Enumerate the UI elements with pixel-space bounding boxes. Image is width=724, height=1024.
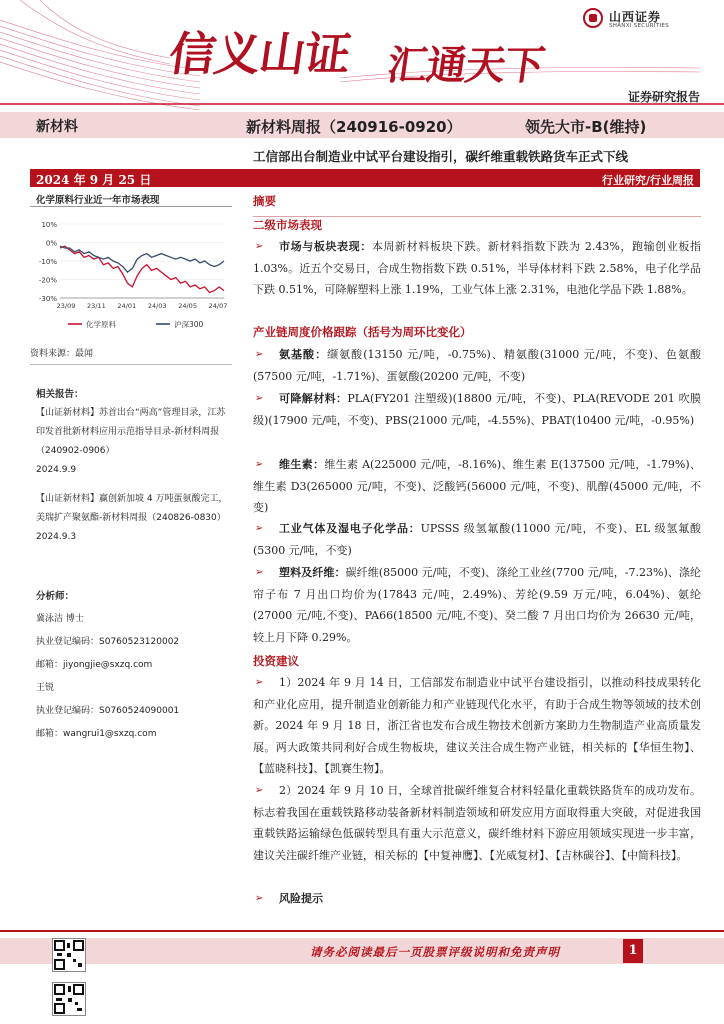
abstract-title: 摘要 <box>253 194 276 208</box>
chain-bullet-degradable <box>253 388 701 431</box>
chain-bullet-gas <box>253 518 701 561</box>
arrow-bullet-icon: ➢ <box>255 459 264 470</box>
report-type: 证券研究报告 <box>627 90 700 104</box>
related-report-title[interactable]: 【山证新材料】赢创新加坡 4 万吨蛋氨酸完工，美瑞扩产聚氨酯-新材料周报（240826-0830） <box>36 494 228 523</box>
x-tick-label: 24/01 <box>117 302 137 310</box>
report-name: 新材料周报（240916-0920） <box>246 118 462 136</box>
slogan-part2: 汇通天下 <box>384 42 547 89</box>
x-tick-label: 24/05 <box>178 302 197 310</box>
analyst-name: 冀泳洁 博士 <box>36 614 84 624</box>
analyst-email[interactable]: 邮箱：jiyongjie@sxzq.com <box>36 660 153 670</box>
arrow-bullet-icon: ➢ <box>255 241 264 252</box>
company-logo <box>583 8 703 34</box>
header-banner <box>0 0 724 112</box>
industry-name: 新材料 <box>36 119 78 135</box>
headline: 工信部出台制造业中试平台建设指引，碳纤维重载铁路货车正式下线 <box>253 149 629 164</box>
arrow-bullet-icon: ➢ <box>255 523 264 534</box>
y-tick-label: -20% <box>38 276 57 285</box>
bullet-text: 2）2024 年 9 月 10 日，全球首批碳纤维复合材料轻量化重载铁路货车的成功发布。标志着我国在重载铁路移动装备新材料制造领域和研发应用方面取得重大突破，对促进我国重载铁路运输绿色低碳转型具有重大示范意义，碳纤维材料下游应用领域实现进一步丰富，建议关注碳纤维产业链，相关标的【中复神鹰】、【光威复材】、【吉林碳谷】、【中简科技】。 <box>253 784 701 862</box>
qr-code-icon <box>52 982 86 1016</box>
legend-label: 沪深300 <box>174 320 204 329</box>
x-tick-label: 23/09 <box>56 302 76 310</box>
analyst-license: 执业登记编码：S0760524090001 <box>36 706 180 716</box>
page-number: 1 <box>623 939 643 963</box>
related-report-date: 2024.9.9 <box>36 465 77 475</box>
arrow-bullet-icon: ➢ <box>255 567 264 578</box>
y-tick-label: 10% <box>41 221 57 229</box>
divider <box>30 364 232 365</box>
analyst-name: 王锐 <box>36 683 55 693</box>
invest-title: 投资建议 <box>253 654 299 668</box>
bullet-text: PLA(FY201 注塑级)(18800 元/吨，不变)、PLA(REVODE 201 吹膜级)(17900 元/吨，不变)、PBS(21000 元/吨，-4.55%)、PBAT(10400 元/吨，-0.95%) <box>253 392 701 427</box>
y-tick-label: -30% <box>38 295 57 303</box>
bullet-text: UPSSS 级氢氟酸(11000 元/吨，不变)、EL 级氢氟酸(5300 元/吨，不变) <box>253 522 702 557</box>
bullet-text: 1）2024 年 9 月 14 日，工信部发布制造业中试平台建设指引，以推动科技成果转化和产业化应用，提升制造业创新能力和产业链现代化水平，有助于合成生物等领域的技术创新。2024 年 9 月 18 日，浙江省也发布合成生物技术创新方案助力生物制造产业高质量发展。两大政策共同利好合成生物板块，建议关注合成生物产业链，相关标的【华恒生物】、【蓝晓科技】、【凯赛生物】。 <box>253 676 701 775</box>
disclaimer: 请务必阅读最后一页股票评级说明和免责声明 <box>310 945 560 959</box>
divider <box>30 206 232 207</box>
legend-label: 化学原料 <box>86 320 116 329</box>
bullet-lead: 可降解材料： <box>279 392 348 405</box>
bullet-lead: 工业气体及湿电子化学品： <box>279 522 421 535</box>
invest-bullet-2 <box>253 780 701 866</box>
chart-title: 化学原料行业近一年市场表现 <box>36 195 160 206</box>
market-bullet <box>253 236 701 301</box>
bullet-lead: 市场与板块表现： <box>279 240 372 253</box>
x-tick-label: 24/03 <box>147 302 167 310</box>
x-tick-label: 23/11 <box>87 302 106 310</box>
report-date: 2024 年 9 月 25 日 <box>36 173 152 187</box>
arrow-bullet-icon: ➢ <box>255 677 264 688</box>
chart-source: 资料来源：最闻 <box>30 349 94 359</box>
qr-code-icon <box>52 938 86 972</box>
chain-bullet-amino <box>253 344 701 387</box>
related-report-date: 2024.9.3 <box>36 532 77 542</box>
risk-bullet <box>253 888 701 910</box>
y-tick-label: 0% <box>45 239 57 248</box>
invest-bullet-1 <box>253 672 701 780</box>
bullet-lead: 塑料及纤维： <box>279 566 346 579</box>
logo-cn: 山西证券 <box>609 10 662 24</box>
related-report-2[interactable] <box>36 490 232 547</box>
footer-divider <box>0 930 724 932</box>
arrow-bullet-icon: ➢ <box>255 349 264 360</box>
chain-title: 产业链周度价格跟踪（括号为周环比变化） <box>253 325 472 339</box>
analyst-email[interactable]: 邮箱：wangrui1@sxzq.com <box>36 729 157 739</box>
logo-en: SHANXI SECURITIES <box>609 23 669 29</box>
bullet-lead: 维生素： <box>279 458 325 471</box>
analyst-license: 执业登记编码：S0760523120002 <box>36 637 180 647</box>
secondary-market-title: 二级市场表现 <box>253 218 322 232</box>
related-report-title[interactable]: 【山证新材料】苏首出台“两高”管理目录，江苏印发首批新材料应用示范指导目录-新材料周报（240902-0906） <box>36 408 226 456</box>
logo-mark-icon <box>583 8 603 28</box>
y-tick-label: -10% <box>38 258 57 266</box>
related-reports-heading: 相关报告： <box>36 389 84 400</box>
rating: 领先大市-B(维持) <box>525 118 647 136</box>
x-tick-label: 24/07 <box>208 302 228 310</box>
bullet-text: 缬氨酸(13150 元/吨，-0.75%)、精氨酸(31000 元/吨，不变)、色氨酸(57500 元/吨，-1.71%)、蛋氨酸(20200 元/吨，不变) <box>253 348 702 383</box>
bullet-text: 碳纤维(85000 元/吨，不变)、涤纶工业丝(7700 元/吨，-7.23%)、涤纶帘子布 7 月出口均价为(17843 元/吨，2.49%)、芳纶(9.59 万元/吨，6.04%)、氨纶(27000 元/吨,不变)、PA66(18500 元/吨,不变)、癸二酸 7 月出口均价为 26630 元/吨，较上月下降 0.29%。 <box>253 566 702 644</box>
chain-bullet-vitamin <box>253 454 701 519</box>
market-chart <box>30 214 230 336</box>
related-report-1[interactable] <box>36 404 232 480</box>
risk-title: 风险提示 <box>279 892 323 905</box>
arrow-bullet-icon: ➢ <box>255 393 264 404</box>
report-category: 行业研究/行业周报 <box>601 174 694 187</box>
chain-bullet-plastic <box>253 562 701 648</box>
arrow-bullet-icon: ➢ <box>255 785 264 796</box>
arrow-bullet-icon: ➢ <box>255 893 264 904</box>
bullet-text: 维生素 A(225000 元/吨，-8.16%)、维生素 E(137500 元/吨，-1.79%)、维生素 D3(265000 元/吨，不变)、泛酸钙(56000 元/吨，不变)、肌醇(45000 元/吨，不变) <box>253 458 702 514</box>
slogan-part1: 信义山证 <box>165 27 354 81</box>
chart-svg <box>30 214 230 336</box>
bullet-text: 本周新材料板块下跌。新材料指数下跌为 2.43%，跑输创业板指 1.03%。近五个交易日，合成生物指数下跌 0.51%，半导体材料下跌 2.58%，电子化学品下跌 0.51%，可降解塑料上涨 1.19%，工业气体上涨 2.31%，电池化学品下跌 1.88%。 <box>253 240 701 296</box>
analyst-heading: 分析师： <box>36 591 75 602</box>
bullet-lead: 氨基酸： <box>279 348 328 361</box>
